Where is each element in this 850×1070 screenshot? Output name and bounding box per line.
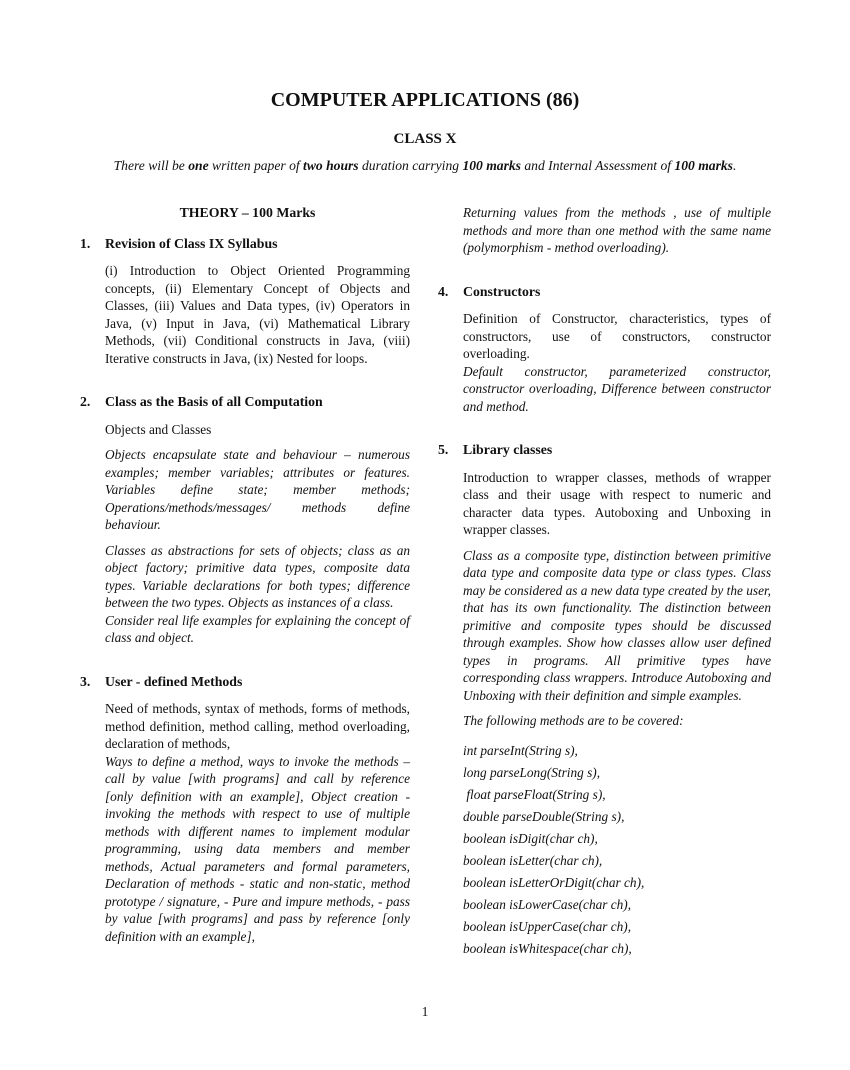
section-heading-1 [80, 235, 410, 253]
paragraph: Objects encapsulate state and behaviour – numerous examples; member variables; attributes or features. Variables define state; member methods; Operations/methods/messages/ methods define behaviour. [105, 447, 410, 532]
section-title: User - defined Methods [105, 673, 243, 689]
list-item: long parseLong(String s), [463, 764, 601, 780]
paragraph: Returning values from the methods , use of multiple methods and more than one method with the same name (polymorphism - method overloading). [463, 205, 771, 255]
paragraph: Need of methods, syntax of methods, forms of methods, method definition, method calling, method overloading, declaration of methods, [105, 701, 410, 751]
list-item: boolean isDigit(char ch), [463, 830, 598, 846]
section-heading-2 [80, 393, 410, 411]
list-item: boolean isLetterOrDigit(char ch), [463, 874, 645, 890]
section-number: 1. [80, 235, 91, 251]
intro-bold: one [188, 158, 209, 173]
section-heading-3 [80, 673, 410, 691]
method-list [463, 742, 771, 958]
section-body-2 [80, 421, 410, 647]
theory-heading: THEORY – 100 Marks [179, 205, 316, 220]
section-number: 2. [80, 394, 91, 409]
section-body-1 [80, 262, 410, 367]
paragraph: Classes as abstractions for sets of objects; class as an object factory; primitive data types, composite data types. Variable declarations for both types; difference between the two types. Objects as instances of a class. [105, 542, 410, 610]
paragraph: Default constructor, parameterized constructor, constructor overloading, Difference between constructor and method. [463, 363, 771, 414]
section-number: 5. [438, 442, 449, 457]
section-heading-5 [438, 441, 771, 459]
left-column [80, 204, 410, 953]
list-item: boolean isLetter(char ch), [463, 852, 603, 868]
right-column [438, 204, 771, 962]
section-title: Revision of Class IX Syllabus [105, 235, 278, 251]
page-number: 1 [421, 1004, 429, 1019]
section-number: 3. [80, 673, 91, 689]
intro-text: duration carrying [358, 158, 463, 173]
list-item: boolean isUpperCase(char ch), [463, 918, 632, 934]
section-title: Library classes [463, 442, 553, 457]
section-number: 4. [438, 283, 449, 299]
paragraph: The following methods are to be covered: [463, 713, 684, 728]
paragraph: Introduction to wrapper classes, methods of wrapper class and their usage with respect to numeric and character data types. Autoboxing and Unboxing in wrapper classes. [463, 469, 771, 537]
section-body-4 [438, 310, 771, 415]
paragraph: Class as a composite type, distinction between primitive data type and composite data type or class types. Class may be considered as a new data type created by the user, that has its own functionality. The distinction between primitive and composite types should be discussed through examples. Show how classes allow user defined types in programs. All primitive types have corresponding class wrappers. Introduce Autoboxing and Unboxing with their definition and simple examples. [463, 547, 771, 703]
list-item: boolean isLowerCase(char ch), [463, 896, 632, 912]
paragraph: Definition of Constructor, characteristics, types of constructors, use of constructors, constructor overloading. [463, 311, 771, 361]
page-title: COMPUTER APPLICATIONS (86) [270, 89, 580, 111]
section-heading-4 [438, 283, 771, 301]
intro-bold: two hours [303, 158, 359, 173]
paragraph: (i) Introduction to Object Oriented Programming concepts, (ii) Elementary Concept of Objects and Classes, (iii) Values and Data types, (iv) Operators in Java, (v) Input in Java, (vi) Mathematical Library Methods, (vii) Conditional constructs in Java, (viii) Iterative constructs in Java, (ix) Nested for loops. [105, 263, 410, 366]
intro-text: written paper of [208, 158, 304, 173]
intro-text: . [732, 158, 737, 173]
subheading: Objects and Classes [105, 421, 212, 437]
section-title: Class as the Basis of all Computation [105, 394, 323, 409]
list-item: float parseFloat(String s), [463, 786, 606, 802]
intro-line [0, 158, 850, 174]
paragraph: Ways to define a method, ways to invoke the methods – call by value [with programs] and call by reference [only definition with an example], Object creation - invoking the methods with respect to use of multiple methods with different names to implement modular programming, using data members and member methods, Actual parameters and formal parameters, Declaration of methods - static and non-static, method prototype / signature, - Pure and impure methods, - pass by value [with programs] and pass by reference [only definition with an example], [105, 753, 410, 944]
continued-text [438, 204, 771, 257]
section-body-3 [80, 700, 410, 945]
class-label: CLASS X [393, 131, 457, 147]
intro-bold: 100 marks [462, 158, 521, 173]
intro-text: and Internal Assessment of [520, 158, 675, 173]
section-title: Constructors [463, 283, 541, 299]
paragraph: Consider real life examples for explaining the concept of class and object. [105, 612, 410, 645]
intro-text: There will be [113, 158, 189, 173]
intro-bold: 100 marks [674, 158, 733, 173]
list-item: boolean isWhitespace(char ch), [463, 940, 632, 956]
list-item: int parseInt(String s), [463, 742, 578, 758]
list-item: double parseDouble(String s), [463, 808, 625, 824]
section-body-5 [438, 469, 771, 958]
